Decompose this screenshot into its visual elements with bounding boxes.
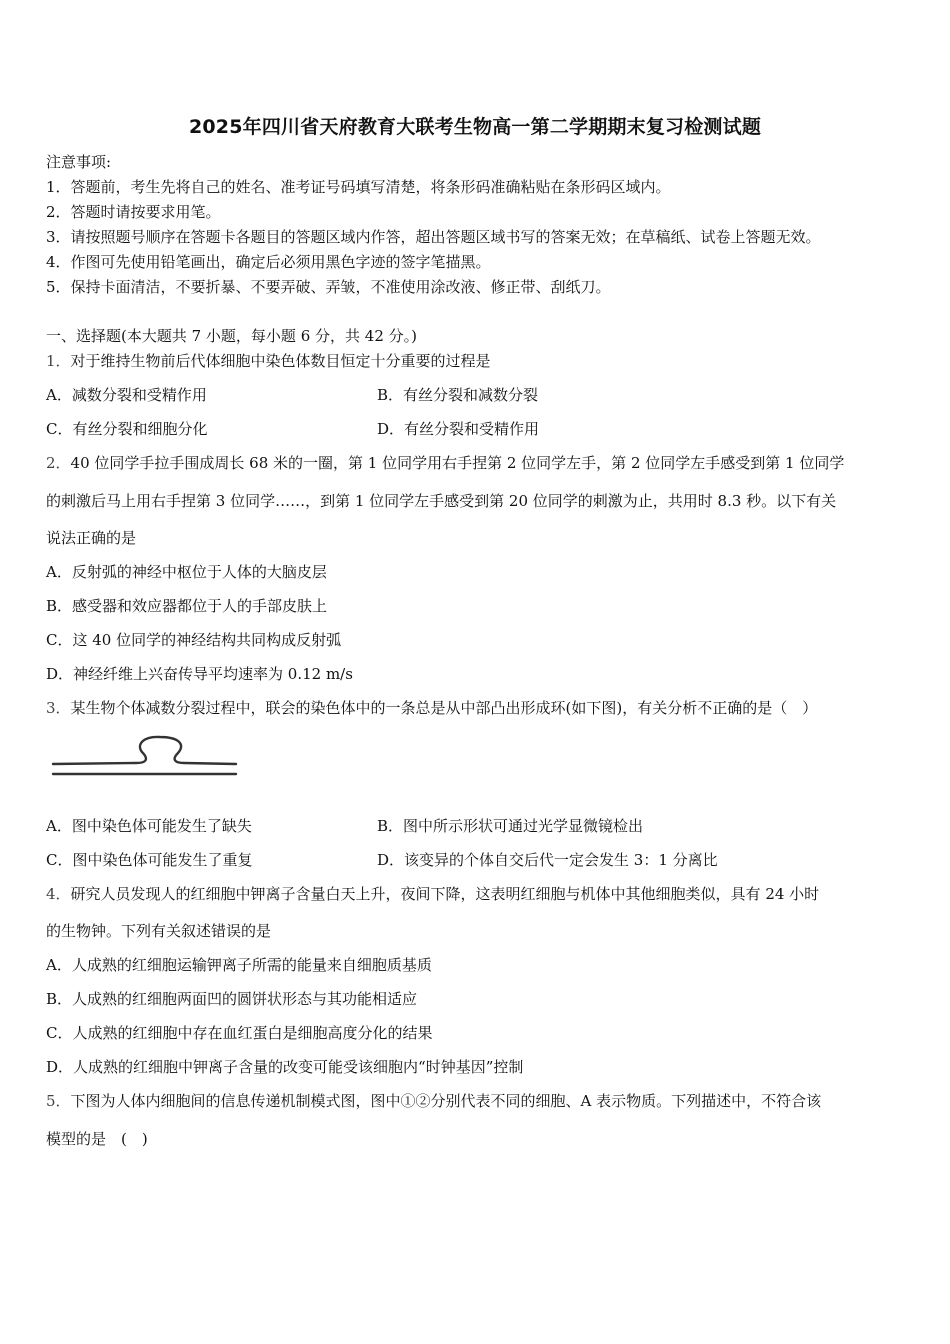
question-1 <box>46 351 491 371</box>
option-c: C．人成熟的红细胞中存在血红蛋白是细胞高度分化的结果 <box>46 1024 433 1042</box>
option-d: D．神经纤维上兴奋传导平均速率为 0.12 m/s <box>46 665 353 683</box>
question-number: 3． <box>46 699 71 717</box>
notice-item: 2．答题时请按要求用笔。 <box>46 203 221 221</box>
question-stem: 研究人员发现人的红细胞中钾离子含量白天上升，夜间下降，这表明红细胞与机体中其他细胞类似，具有 24 小时 <box>70 885 820 903</box>
question-stem-line: 的生物钟。下列有关叙述错误的是 <box>46 922 272 940</box>
option-d: D．该变异的个体自交后代一定会发生 3：1 分离比 <box>377 851 718 869</box>
question-stem: 某生物个体减数分裂过程中，联会的染色体中的一条总是从中部凸出形成环(如下图)，有关分析不正确的是（ ） <box>70 699 818 717</box>
option-a: A．人成熟的红细胞运输钾离子所需的能量来自细胞质基质 <box>46 956 432 974</box>
chromosome-upper <box>53 737 236 764</box>
option-b: B．人成熟的红细胞两面凹的圆饼状形态与其功能相适应 <box>46 990 418 1008</box>
option-d: D．人成熟的红细胞中钾离子含量的改变可能受该细胞内“时钟基因”控制 <box>46 1058 524 1076</box>
question-number: 4． <box>46 885 71 903</box>
option-d: D．有丝分裂和受精作用 <box>377 420 540 438</box>
chromosome-loop-figure <box>50 732 242 782</box>
option-a: A．反射弧的神经中枢位于人体的大脑皮层 <box>46 563 327 581</box>
option-a: A．图中染色体可能发生了缺失 <box>46 817 252 835</box>
question-stem-line: 说法正确的是 <box>46 529 137 547</box>
question-stem: 对于维持生物前后代体细胞中染色体数目恒定十分重要的过程是 <box>70 352 491 370</box>
option-b: B．有丝分裂和减数分裂 <box>377 386 539 404</box>
question-stem-line: 的刺激后马上用右手捏第 3 位同学……，到第 1 位同学左手感受到第 20 位同学的刺激为止，共用时 8.3 秒。以下有关 <box>46 492 837 510</box>
question-stem: 40 位同学手拉手围成周长 68 米的一圈，第 1 位同学用右手捏第 2 位同学左手，第 2 位同学左手感受到第 1 位同学 <box>70 454 845 472</box>
question-number: 1． <box>46 352 71 370</box>
option-c: C．这 40 位同学的神经结构共同构成反射弧 <box>46 631 342 649</box>
notice-item: 3．请按照题号顺序在答题卡各题目的答题区域内作答，超出答题区域书写的答案无效；在草稿纸、试卷上答题无效。 <box>46 228 821 246</box>
question-4 <box>46 884 819 904</box>
question-3 <box>46 698 817 718</box>
notice-item: 5．保持卡面清洁，不要折暴、不要弄破、弄皱，不准使用涂改液、修正带、刮纸刀。 <box>46 278 611 296</box>
question-number: 5． <box>46 1092 71 1110</box>
question-5 <box>46 1091 821 1111</box>
question-2 <box>46 453 844 473</box>
notice-item: 1．答题前，考生先将自己的姓名、准考证号码填写清楚，将条形码准确粘贴在条形码区域内。 <box>46 178 671 196</box>
section-heading: 一、选择题(本大题共 7 小题，每小题 6 分，共 42 分。) <box>46 327 417 345</box>
option-a: A．减数分裂和受精作用 <box>46 386 207 404</box>
question-number: 2． <box>46 454 71 472</box>
question-stem-line: 模型的是 ( ) <box>46 1130 148 1148</box>
option-b: B．图中所示形状可通过光学显微镜检出 <box>377 817 644 835</box>
question-stem: 下图为人体内细胞间的信息传递机制模式图，图中①②分别代表不同的细胞、A 表示物质。下列描述中，不符合该 <box>70 1092 822 1110</box>
notice-heading: 注意事项: <box>46 153 112 171</box>
option-c: C．图中染色体可能发生了重复 <box>46 851 253 869</box>
page-title: 2025年四川省天府教育大联考生物高一第二学期期末复习检测试题 <box>188 116 762 138</box>
option-b: B．感受器和效应器都位于人的手部皮肤上 <box>46 597 328 615</box>
notice-item: 4．作图可先使用铅笔画出，确定后必须用黑色字迹的签字笔描黑。 <box>46 253 491 271</box>
option-c: C．有丝分裂和细胞分化 <box>46 420 208 438</box>
